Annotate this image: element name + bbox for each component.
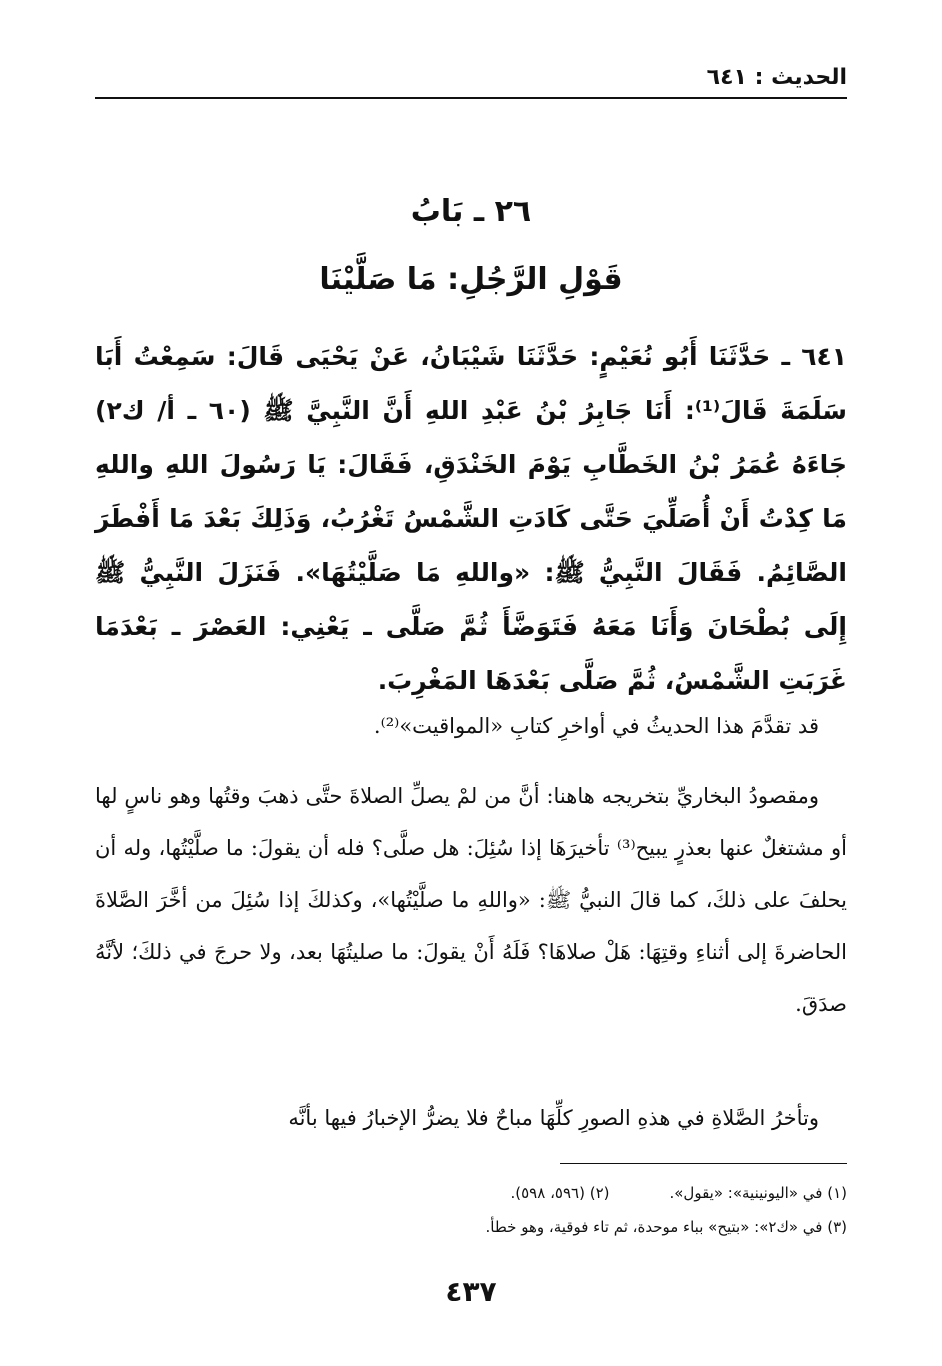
chapter-number: ٢٦ ـ بَابُ	[410, 194, 532, 229]
header-rule	[95, 97, 847, 99]
chapter-title: قَوْلِ الرَّجُلِ: مَا صَلَّيْنَا	[319, 262, 623, 297]
commentary-paragraph-3-text: وتأخرُ الصَّلاةِ في هذهِ الصورِ كلِّهَا مباحٌ فلا يضرُّ الإخبارُ فيها بأنَّه	[288, 1106, 819, 1130]
footnote-3: (٣) في «ك٢»: «بتيح» بباء موحدة، ثم تاء فوقية، وهو خطأ.	[485, 1218, 847, 1236]
hadith-text: ٦٤١ ـ حَدَّثَنَا أَبُو نُعَيْمٍ: حَدَّثَنَا شَيْبَانُ، عَنْ يَحْيَى قَالَ: سَمِعْتُ أَبَا سَلَمَةَ قَالَ⁽¹⁾: أَنَا جَابِرُ بْنُ عَبْدِ اللهِ أَنَّ النَّبِيَّ ﷺ (٦٠ ـ أ/ ك٢) جَاءَهُ عُمَرُ بْنُ الخَطَّابِ يَوْمَ الخَنْدَقِ، فَقَالَ: يَا رَسُولَ اللهِ واللهِ مَا كِدْتُ أَنْ أُصَلِّيَ حَتَّى كَادَتِ الشَّمْسُ تَغْرُبُ، وَذَلِكَ بَعْدَ مَا أَفْطَرَ الصَّائِمُ. فَقَالَ النَّبِيُّ ﷺ: «واللهِ مَا صَلَّيْتُهَا». فَنَزَلَ النَّبِيُّ ﷺ إِلَى بُطْحَانَ وَأَنَا مَعَهُ فَتَوَضَّأَ ثُمَّ صَلَّى ـ يَعْنِي: العَصْرَ ـ بَعْدَمَا غَرَبَتِ الشَّمْسُ، ثُمَّ صَلَّى بَعْدَهَا المَغْرِبَ.	[95, 342, 847, 695]
commentary-paragraph-2-text: ومقصودُ البخاريِّ بتخريجه هاهنا: أنَّ من لمْ يصلِّ الصلاةَ حتَّى ذهبَ وقتُها وهو ناسٍ لها أو مشتغلٌ عنها بعذرٍ يبيح⁽³⁾ تأخيرَهَا إذا سُئِلَ: هل صلَّى؟ فله أن يقولَ: ما صلَّيْتُها، وله أن يحلفَ على ذلكَ، كما قالَ النبيُّ ﷺ: «واللهِ ما صلَّيْتُها»، وكذلكَ إذا سُئِلَ من أخَّرَ الصَّلاةَ الحاضرةَ إلى أثناءِ وقتِهَا: هَلْ صلاهَا؟ فَلَهُ أَنْ يقولَ: ما صليتُهَا بعد، ولا حرجَ في ذلكَ؛ لأنَّهُ صدَقَ.	[95, 784, 847, 1016]
footnote-line-1	[95, 1176, 847, 1210]
footnotes	[95, 1176, 847, 1244]
footnote-rule	[560, 1163, 847, 1164]
footnote-1: (١) في «اليونينية»: «يقول».	[669, 1184, 847, 1202]
commentary-paragraph-2	[95, 770, 847, 1030]
commentary-paragraph-1-text: قد تقدَّمَ هذا الحديثُ في أواخرِ كتابِ «المواقيت»⁽²⁾.	[373, 714, 819, 738]
footnote-line-2	[95, 1210, 847, 1244]
commentary-paragraph-3	[95, 1092, 847, 1144]
page-number: ٤٣٧	[445, 1275, 497, 1308]
footnote-2: (٢) (٥٩٦، ٥٩٨).	[510, 1184, 610, 1202]
commentary-paragraph-1	[95, 700, 847, 752]
running-head: الحديث : ٦٤١	[706, 65, 847, 90]
